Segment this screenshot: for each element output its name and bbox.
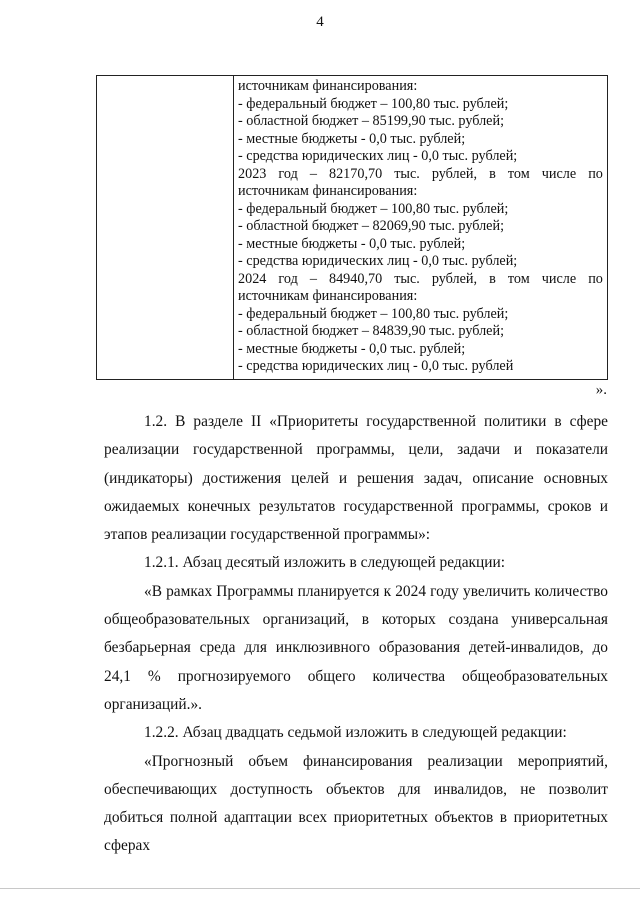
closing-quote: ». xyxy=(595,382,607,398)
scan-bottom-edge xyxy=(0,888,640,889)
table-row: - местные бюджеты - 0,0 тыс. рублей; xyxy=(238,340,466,357)
paragraph-quote-1: «В рамках Программы планируется к 2024 году увеличить количество общеобразовательных организаций, в которых создана универсальная безбарьерная среда для инклюзивного образования детей-инвалидов, до 24,1 % прогнозируемого общего количества общеобразовательных организаций.». xyxy=(104,582,608,713)
table-column-divider xyxy=(233,76,234,379)
paragraph-1-2-1: 1.2.1. Абзац десятый изложить в следующей редакции: xyxy=(144,554,506,572)
financing-table xyxy=(96,75,608,380)
paragraph-1-2-2: 1.2.2. Абзац двадцать седьмой изложить в следующей редакции: xyxy=(144,724,567,742)
document-body xyxy=(104,408,608,861)
table-row: - федеральный бюджет – 100,80 тыс. рублей; xyxy=(238,95,509,112)
table-row: - средства юридических лиц - 0,0 тыс. рублей; xyxy=(238,148,518,164)
table-row: источникам финансирования: xyxy=(238,78,418,94)
table-row: - областной бюджет – 85199,90 тыс. рублей; xyxy=(238,113,505,129)
table-row: - местные бюджеты - 0,0 тыс. рублей; xyxy=(238,130,466,147)
table-row: источникам финансирования: xyxy=(238,183,418,199)
table-row: - средства юридических лиц - 0,0 тыс. рублей xyxy=(238,358,514,374)
paragraph-quote-2: «Прогнозный объем финансирования реализации мероприятий, обеспечивающих доступность объектов для инвалидов, не позволит добиться полной адаптации всех приоритетных объектов в приоритетных сферах xyxy=(104,752,608,855)
table-row: источникам финансирования: xyxy=(238,288,418,304)
page-number: 4 xyxy=(316,14,324,30)
table-row: - федеральный бюджет – 100,80 тыс. рублей; xyxy=(238,305,509,322)
table-row: - областной бюджет – 82069,90 тыс. рублей; xyxy=(238,218,505,234)
table-row: - местные бюджеты - 0,0 тыс. рублей; xyxy=(238,235,466,252)
paragraph-section-1-2: 1.2. В разделе II «Приоритеты государственной политики в сфере реализации государственной программы, цели, задачи и показатели (индикаторы) достижения целей и решения задач, описание основных ожидаемых конечных результатов государственной программы, сроков и этапов реализации государственной программы»: xyxy=(104,413,608,544)
table-row: 2024 год – 84940,70 тыс. рублей, в том числе по xyxy=(238,270,603,287)
table-row: 2023 год – 82170,70 тыс. рублей, в том числе по xyxy=(238,165,603,182)
table-row: - областной бюджет – 84839,90 тыс. рублей; xyxy=(238,323,505,339)
table-row: - федеральный бюджет – 100,80 тыс. рублей; xyxy=(238,200,509,217)
financing-table-cell xyxy=(238,78,603,376)
table-row: - средства юридических лиц - 0,0 тыс. рублей; xyxy=(238,253,518,269)
